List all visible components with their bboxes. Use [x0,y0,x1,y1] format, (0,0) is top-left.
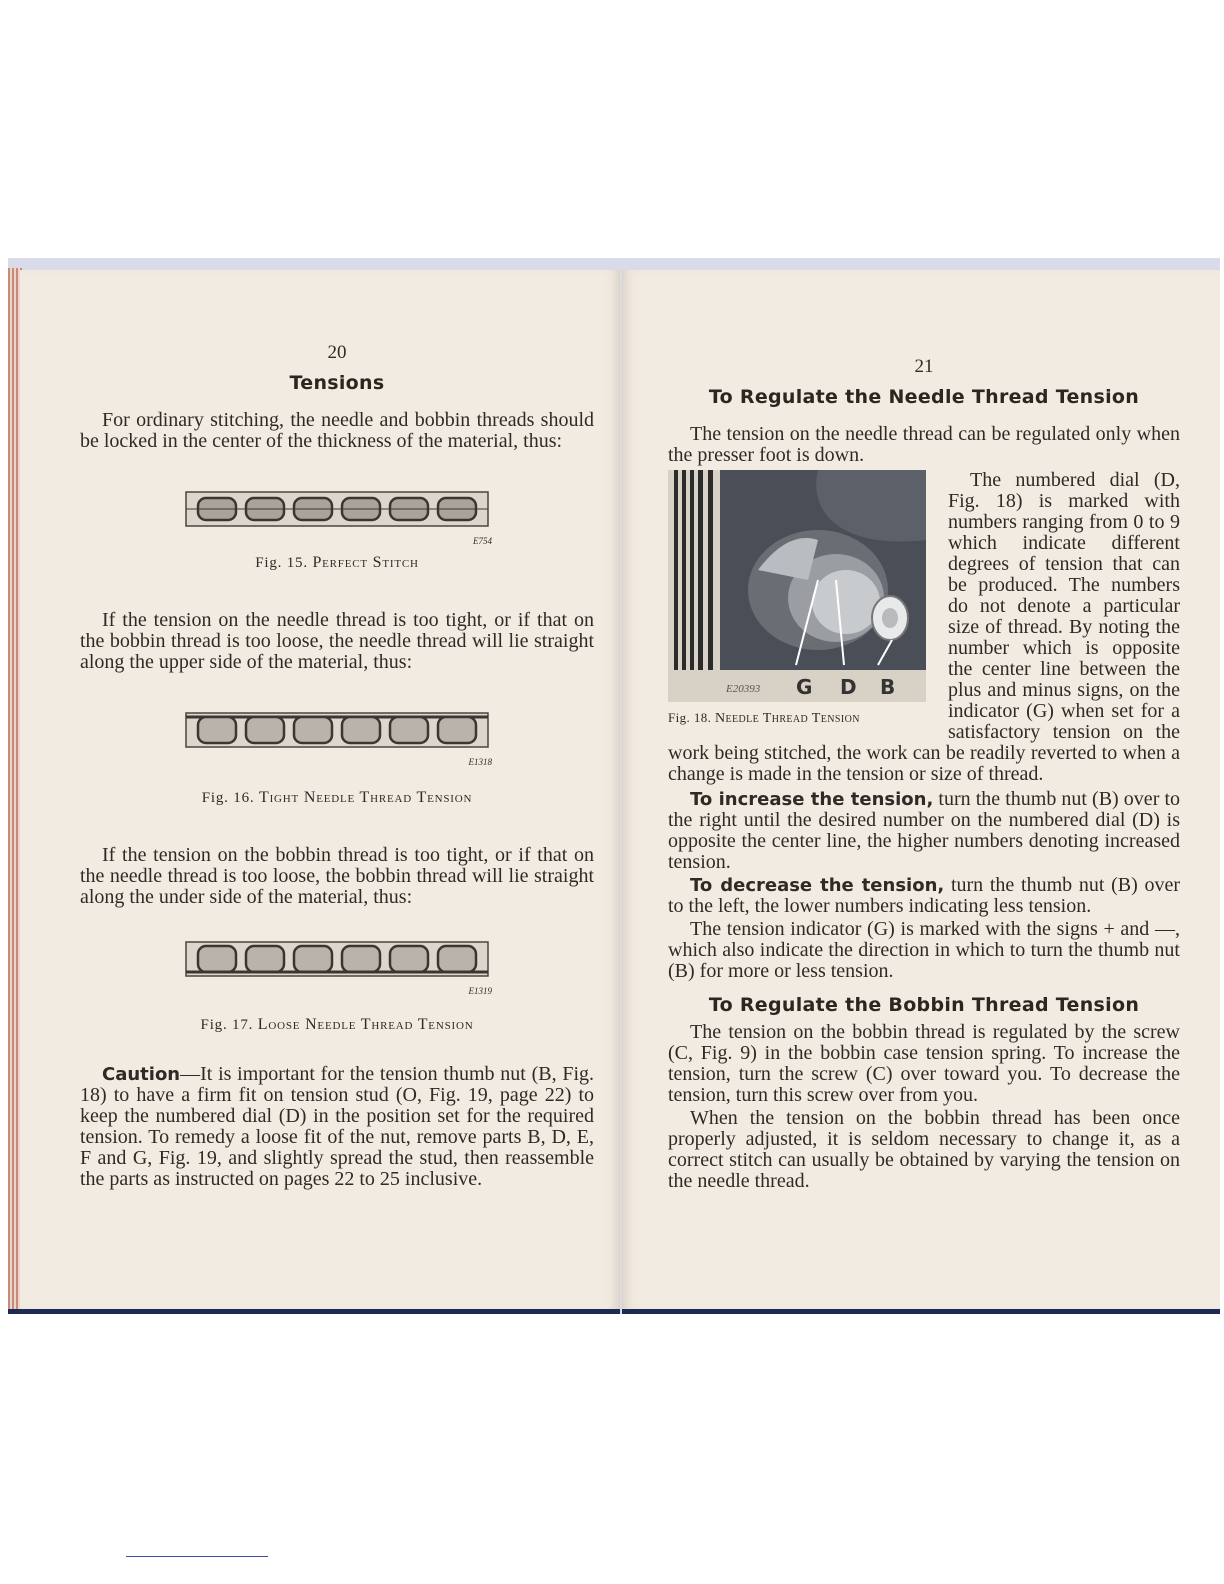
bottom-border-left [8,1309,620,1314]
caution-lead: Caution [102,1064,181,1085]
figure-18-caption [668,710,938,727]
section-title-bobbin-tension: To Regulate the Bobbin Thread Tension [708,994,1140,1016]
figure-17-label: Fig. 17. [200,1017,254,1033]
figure-16-label: Fig. 16. [201,790,255,806]
left-page [20,270,620,1310]
paragraph-caution [80,1064,594,1190]
section-title-tensions: Tensions [289,372,385,394]
increase-text: turn the thumb nut (B) over to the right until the desired number on the numbered dial (D) is opposite the center line, the higher numbers denoting increased tension. [668,788,1180,873]
label-g: G [796,675,813,699]
figure-15-label: Fig. 15. [255,555,308,571]
figure-18 [668,470,938,727]
figure-16-code: E1318 [468,757,492,767]
increase-lead: To increase the tension, [690,789,934,810]
figure-17-caption [80,1016,594,1034]
paragraph-tight-needle: If the tension on the needle thread is too tight, or if that on the bobbin thread is too loose, the needle thread will lie straight along the upper side of the material, thus: [80,609,594,673]
bottom-border-right [622,1309,1220,1314]
figure-15 [182,488,492,546]
caution-text: —It is important for the tension thumb nut (B, Fig. 18) to have a firm fit on tension stud (O, Fig. 19, page 22) to keep the numbered dial (D) in the position set for the required tension. To remedy a loose fit of the nut, remove parts B, D, E, F and G, Fig. 19, and slightly spread the stud, then reassemble the parts as instructed on pages 22 to 25 inclusive. [80,1063,594,1190]
paragraph-presser-foot: The tension on the needle thread can be regulated only when the presser foot is down. [668,423,1180,466]
paragraph-tension-indicator: The tension indicator (G) is marked with the signs + and —, which also indicate the direction in which to turn the thumb nut (B) for more or less tension. [668,918,1180,982]
footer-rule [126,1556,268,1557]
paragraph-tight-bobbin: If the tension on the bobbin thread is too tight, or if that on the needle thread is too loose, the bobbin thread will lie straight along the under side of the material, thus: [80,844,594,908]
paragraph-numbered-dial: The numbered dial (D, Fig. 18) is marked with numbers ranging from 0 to 9 which indicate different degrees of tension that can be produced. The numbers do not denote a particular size of thread. By noting the number which is opposite the center line between the plus and minus signs, on the indicator (G) when set for a satisfactory tension on the work being stitched, the work can be readily reverted to when a change is made in the tension or size of thread. [668,469,1180,785]
tight-needle-tension-illustration [182,709,492,751]
paragraph-bobbin-adjusted: When the tension on the bobbin thread has been once properly adjusted, it is seldom necessary to change it, as a correct stitch can usually be obtained by varying the tension on the needle thread. [668,1107,1180,1192]
right-page [622,270,1220,1310]
figure-15-title: Perfect Stitch [312,554,419,571]
paragraph-ordinary-stitching: For ordinary stitching, the needle and bobbin threads should be locked in the center of the thickness of the material, thus: [80,409,594,452]
label-d: D [840,675,857,699]
figure-15-caption [80,554,594,572]
figure-18-code: E20393 [726,683,761,695]
page-number-left: 20 [327,342,347,363]
paragraph-decrease-tension [668,875,1180,917]
decrease-text: turn the thumb nut (B) over to the left, the lower numbers indicating less tension. [668,874,1180,917]
book-spread [8,258,1220,1314]
figure-17-code: E1319 [468,986,492,996]
label-b: B [880,675,896,699]
figure-15-code: E754 [473,536,492,546]
loose-needle-tension-illustration [182,938,492,980]
figure-16-title: Tight Needle Thread Tension [259,789,473,806]
figure-17 [182,938,492,996]
figure-16 [182,709,492,767]
tension-assembly-image [668,470,926,702]
figure-18-title: Needle Thread Tension [714,711,860,726]
figure-16-caption [80,789,594,807]
paragraph-bobbin-screw: The tension on the bobbin thread is regulated by the screw (C, Fig. 9) in the bobbin case tension spring. To increase the tension, turn the screw (C) over toward you. To decrease the tension, turn this screw over from you. [668,1021,1180,1106]
needle-tension-photo [668,470,926,702]
section-title-needle-tension: To Regulate the Needle Thread Tension [708,386,1140,408]
perfect-stitch-illustration [182,488,492,530]
figure-18-label: Fig. 18. [668,710,712,725]
decrease-lead: To decrease the tension, [690,875,945,896]
figure-17-title: Loose Needle Thread Tension [257,1016,474,1033]
page-number-right: 21 [914,356,934,377]
paragraph-increase-tension [668,789,1180,873]
